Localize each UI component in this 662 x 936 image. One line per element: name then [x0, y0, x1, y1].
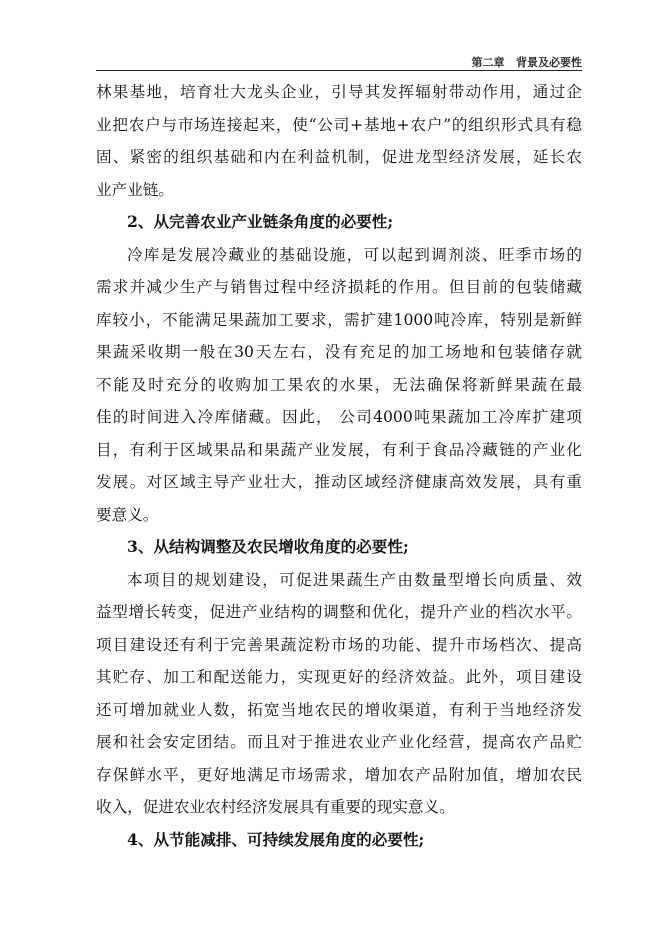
paragraph-line: 还可增加就业人数，拓宽当地农民的增收渠道，有利于当地经济发	[96, 700, 582, 719]
paragraph-line: 果蔬采收期一般在30天左右，没有充足的加工场地和包装储存就	[96, 343, 582, 361]
paragraph-line: 不能及时充分的收购加工果农的水果，无法确保将新鲜果蔬在最	[96, 375, 582, 394]
paragraph-line: 业产业链。	[96, 180, 174, 199]
paragraph-line: 收入，促进农业农村经济发展具有重要的现实意义。	[96, 798, 455, 816]
paragraph-line: 本项目的规划建设，可促进果蔬生产由数量型增长向质量、效	[127, 570, 582, 589]
section-heading: 3、从结构调整及农民增收角度的必要性;	[127, 537, 409, 556]
section-heading: 2、从完善农业产业链条角度的必要性;	[127, 212, 394, 231]
header-rule	[96, 70, 582, 71]
paragraph-line: 林果基地，培育壮大龙头企业，引导其发挥辐射带动作用，通过企	[96, 83, 582, 101]
paragraph-line: 项目建设还有利于完善果蔬淀粉市场的功能、提升市场档次、提高	[96, 635, 582, 654]
paragraph-line: 要意义。	[96, 505, 159, 524]
paragraph-line: 库较小，不能满足果蔬加工要求，需扩建1000吨冷库，特别是新鲜	[96, 310, 582, 329]
section-heading: 4、从节能减排、可持续发展角度的必要性;	[127, 829, 425, 849]
paragraph-line: 展和社会安定团结。而且对于推进农业产业化经营，提高农产品贮	[96, 733, 582, 751]
header-title: 背景及必要性	[516, 56, 582, 69]
paragraph-line: 存保鲜水平，更好地满足市场需求，增加农产品附加值，增加农民	[96, 765, 582, 784]
paragraph-line: 业把农户与市场连接起来，使“公司+基地+农户”的组织形式具有稳	[96, 115, 582, 134]
document-body	[96, 76, 582, 856]
paragraph-line: 需求并减少生产与销售过程中经济损耗的作用。但目前的包装储藏	[96, 278, 582, 296]
running-header	[472, 54, 583, 70]
header-chapter: 第二章	[471, 56, 505, 69]
paragraph-line: 其贮存、加工和配送能力，实现更好的经济效益。此外，项目建设	[96, 668, 582, 686]
paragraph-line: 益型增长转变，促进产业结构的调整和优化，提升产业的档次水平。	[96, 603, 582, 621]
paragraph-line: 发展。对区域主导产业壮大，推动区域经济健康高效发展，具有重	[96, 473, 582, 491]
paragraph-line: 冷库是发展冷藏业的基础设施，可以起到调剂淡、旺季市场的	[127, 245, 582, 264]
paragraph-line: 目，有利于区域果品和果蔬产业发展，有利于食品冷藏链的产业化	[96, 440, 582, 459]
paragraph-line: 佳的时间进入冷库储藏。因此， 公司4000吨果蔬加工冷库扩建项	[96, 408, 582, 426]
paragraph-line: 固、紧密的组织基础和内在利益机制，促进龙型经济发展，延长农	[96, 148, 582, 166]
